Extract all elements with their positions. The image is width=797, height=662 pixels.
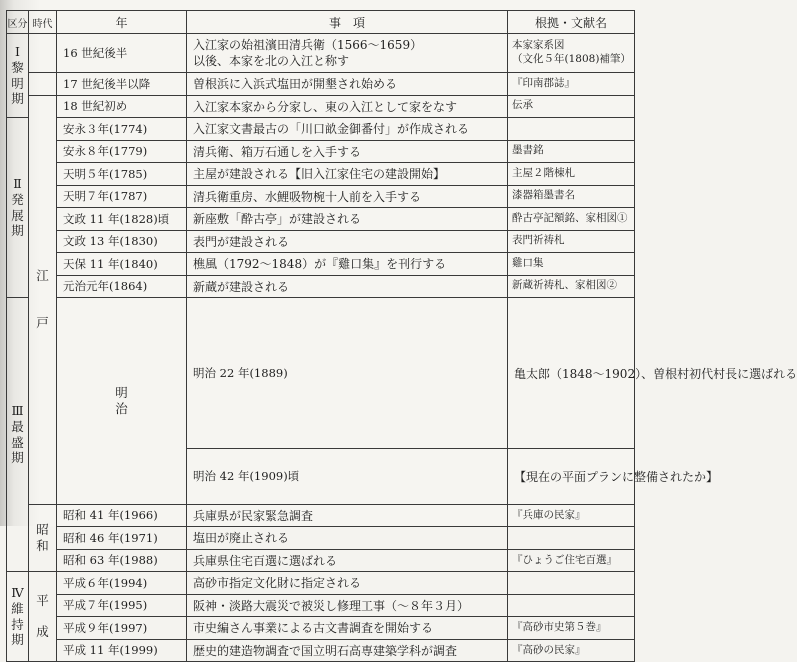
year-cell: 天明５年(1785) [57,163,187,186]
table-row [7,572,635,595]
table-row [7,140,635,163]
source-cell: 表門祈祷札 [508,230,635,253]
table-row [7,275,635,298]
year-cell: 昭和 63 年(1988) [57,549,187,572]
event-cell: 阪神・淡路大震災で被災し修理工事（～８年３月） [187,594,508,617]
source-cell: 漆器箱墨書名 [508,185,635,208]
event-cell: 清兵衛、箱万石通しを入手する [187,140,508,163]
source-cell: 新蔵祈祷札、家相図② [508,275,635,298]
table-row [7,504,635,527]
header-era: 時代 [29,11,57,34]
source-cell: 主屋２階棟札 [508,163,635,186]
table-row [7,73,635,96]
event-cell: 塩田が廃止される [187,527,508,550]
year-cell: 元治元年(1864) [57,275,187,298]
period-cell-2: Ⅱ 発 展 期 [7,118,29,298]
event-cell: 曽根浜に入浜式塩田が開墾され始める [187,73,508,96]
period-cell-3: Ⅲ 最 盛 期 [7,298,29,572]
source-cell: 墨書銘 [508,140,635,163]
source-cell: 『高砂の民家』 [508,639,635,662]
event-cell: 市史編さん事業による古文書調査を開始する [187,617,508,640]
year-cell: 17 世紀後半以降 [57,73,187,96]
source-cell [508,118,635,141]
source-cell: 伝承 [508,95,635,118]
event-cell: 兵庫県が民家緊急調査 [187,504,508,527]
event-cell: 清兵衛重房、水鯉吸物椀十人前を入手する [187,185,508,208]
table-row [7,163,635,186]
year-cell: 明治 22 年(1889) [187,298,508,449]
year-cell: 明治 42 年(1909)頃 [187,449,508,505]
year-cell: 天保 11 年(1840) [57,253,187,276]
table-row [7,617,635,640]
year-cell: 平成９年(1997) [57,617,187,640]
era-cell-empty [29,34,57,73]
era-cell-empty [29,73,57,96]
table-row [7,639,635,662]
source-cell: 『高砂市史第５巻』 [508,617,635,640]
era-cell-showa: 昭 和 [29,504,57,572]
history-table [6,10,797,662]
source-cell: 『兵庫の民家』 [508,504,635,527]
table-row [7,253,635,276]
source-cell: 『ひょうご住宅百選』 [508,549,635,572]
table-row [7,230,635,253]
table-row [7,185,635,208]
table-row [7,118,635,141]
table-row [7,527,635,550]
year-cell: 安永８年(1779) [57,140,187,163]
source-cell: 酔古亭記額銘、家相図① [508,208,635,231]
year-cell: 文政 13 年(1830) [57,230,187,253]
event-cell: 兵庫県住宅百選に選ばれる [187,549,508,572]
era-cell-heisei: 平 成 [29,572,57,662]
source-cell: 雞口集 [508,253,635,276]
header-period: 区分 [7,11,29,34]
year-cell: 天明７年(1787) [57,185,187,208]
table-row [7,208,635,231]
year-cell: 文政 11 年(1828)頃 [57,208,187,231]
event-cell: 主屋が建設される【旧入江家住宅の建設開始】 [187,163,508,186]
year-cell: 昭和 46 年(1971) [57,527,187,550]
source-cell [508,572,635,595]
event-cell: 新座敷「酔古亭」が建設される [187,208,508,231]
year-cell: 平成６年(1994) [57,572,187,595]
event-cell: 亀太郎（1848～1902）、曽根村初代村長に選ばれる [508,298,635,449]
year-cell: 18 世紀初め [57,95,187,118]
event-cell: 入江家本家から分家し、東の入江として家をなす [187,95,508,118]
event-cell: 高砂市指定文化財に指定される [187,572,508,595]
header-source: 根拠・文献名 [508,11,635,34]
table-row [7,594,635,617]
year-cell: 安永３年(1774) [57,118,187,141]
header-year: 年 [57,11,187,34]
source-cell [508,594,635,617]
table-row [7,549,635,572]
event-cell: 入江家の始祖濱田清兵衛（1566～1659） 以後、本家を北の入江と称す [187,34,508,73]
table-row [7,95,635,118]
event-cell: 表門が建設される [187,230,508,253]
source-cell [508,527,635,550]
event-cell: 新蔵が建設される [187,275,508,298]
era-cell-meiji: 明 治 [57,298,187,505]
table-row [7,298,635,449]
source-cell: 本家家系図 （文化５年(1808)補筆） [508,34,635,73]
header-row [7,11,635,34]
event-cell: 【現在の平面プランに整備されたか】 [508,449,635,505]
event-cell: 樵風（1792～1848）が『雞口集』を刊行する [187,253,508,276]
year-cell: 16 世紀後半 [57,34,187,73]
event-cell: 入江家文書最古の「川口畝金御番付」が作成される [187,118,508,141]
period-cell-1: Ⅰ 黎 明 期 [7,34,29,118]
year-cell: 昭和 41 年(1966) [57,504,187,527]
era-cell-edo: 江 戸 [29,95,57,504]
event-cell: 歴史的建造物調査で国立明石高専建築学科が調査 [187,639,508,662]
year-cell: 平成 11 年(1999) [57,639,187,662]
header-event: 事 項 [187,11,508,34]
table-row [7,34,635,73]
source-cell: 『印南郡誌』 [508,73,635,96]
period-cell-4: Ⅳ 維 持 期 [7,572,29,662]
year-cell: 平成７年(1995) [57,594,187,617]
